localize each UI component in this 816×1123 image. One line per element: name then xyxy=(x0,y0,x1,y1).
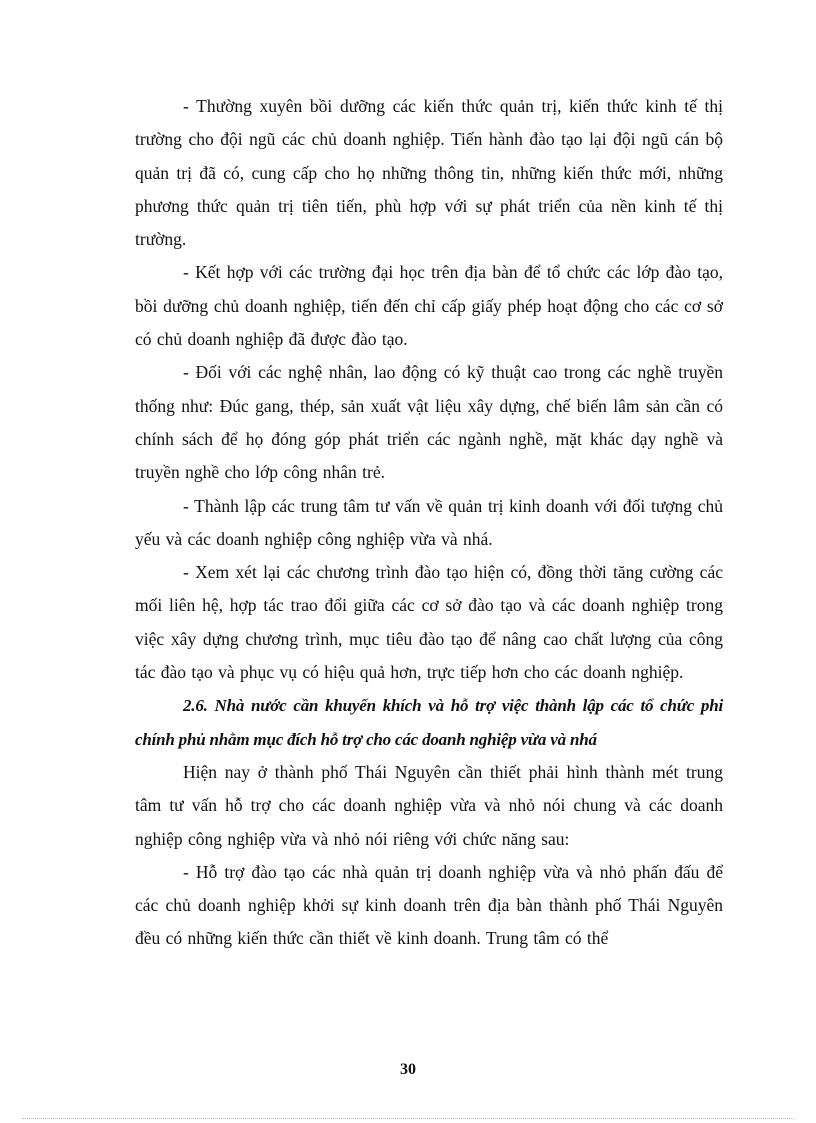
body-text xyxy=(135,90,723,956)
paragraph-training-managers: - Thường xuyên bồi dưỡng các kiến thức quản trị, kiến thức kinh tế thị trường cho đội ngũ các chủ doanh nghiệp. Tiến hành đào tạo lại đội ngũ cán bộ quản trị đã có, cung cấp cho họ những thông tin, những kiến thức mới, những phương thức quản trị tiên tiến, phù hợp với sự phát triển của nền kinh tế thị trường. xyxy=(135,96,723,250)
footer-divider xyxy=(22,1118,794,1119)
section-heading: 2.6. Nhà nước cần khuyến khích và hỗ trợ việc thành lập các tổ chức phi chính phủ nhằm mục đích hỗ trợ cho các doanh nghiệp vừa và nhá xyxy=(135,696,723,749)
paragraph-artisans: - Đối với các nghệ nhân, lao động có kỹ thuật cao trong các nghề truyền thống như: Đúc gang, thép, sản xuất vật liệu xây dựng, chế biến lâm sản cần có chính sách để họ đóng góp phát triển các ngành nghề, mặt khác dạy nghề và truyền nghề cho lớp công nhân trẻ. xyxy=(135,362,723,483)
paragraph-consulting-center-need: Hiện nay ở thành phố Thái Nguyên cần thiết phải hình thành mét trung tâm tư vấn hỗ trợ cho các doanh nghiệp vừa và nhỏ nói chung và các doanh nghiệp công nghiệp vừa và nhỏ nói riêng với chức năng sau: xyxy=(135,761,723,849)
page-number: 30 xyxy=(400,1061,416,1078)
paragraph-review-programs: - Xem xét lại các chương trình đào tạo hiện có, đồng thời tăng cường các mối liên hệ, hợp tác trao đổi giữa các cơ sở đào tạo và các doanh nghiệp trong việc xây dựng chương trình, mục tiêu đào tạo để nâng cao chất lượng của công tác đào tạo và phục vụ có hiệu quả hơn, trực tiếp hơn cho các doanh nghiệp. xyxy=(135,562,723,683)
paragraph-support-training: - Hỗ trợ đào tạo các nhà quản trị doanh nghiệp vừa và nhỏ phấn đấu để các chủ doanh nghiệp khởi sự kinh doanh trên địa bàn thành phố Thái Nguyên đều có những kiến thức cần thiết về kinh doanh. Trung tâm có thể xyxy=(135,861,723,949)
paragraph-consulting-centers: - Thành lập các trung tâm tư vấn về quản trị kinh doanh với đối tượng chủ yếu và các doanh nghiệp công nghiệp vừa và nhá. xyxy=(135,495,723,549)
paragraph-university-cooperation: - Kết hợp với các trường đại học trên địa bàn để tổ chức các lớp đào tạo, bồi dưỡng chủ doanh nghiệp, tiến đến chỉ cấp giấy phép hoạt động cho các cơ sở có chủ doanh nghiệp đã được đào tạo. xyxy=(135,262,723,350)
